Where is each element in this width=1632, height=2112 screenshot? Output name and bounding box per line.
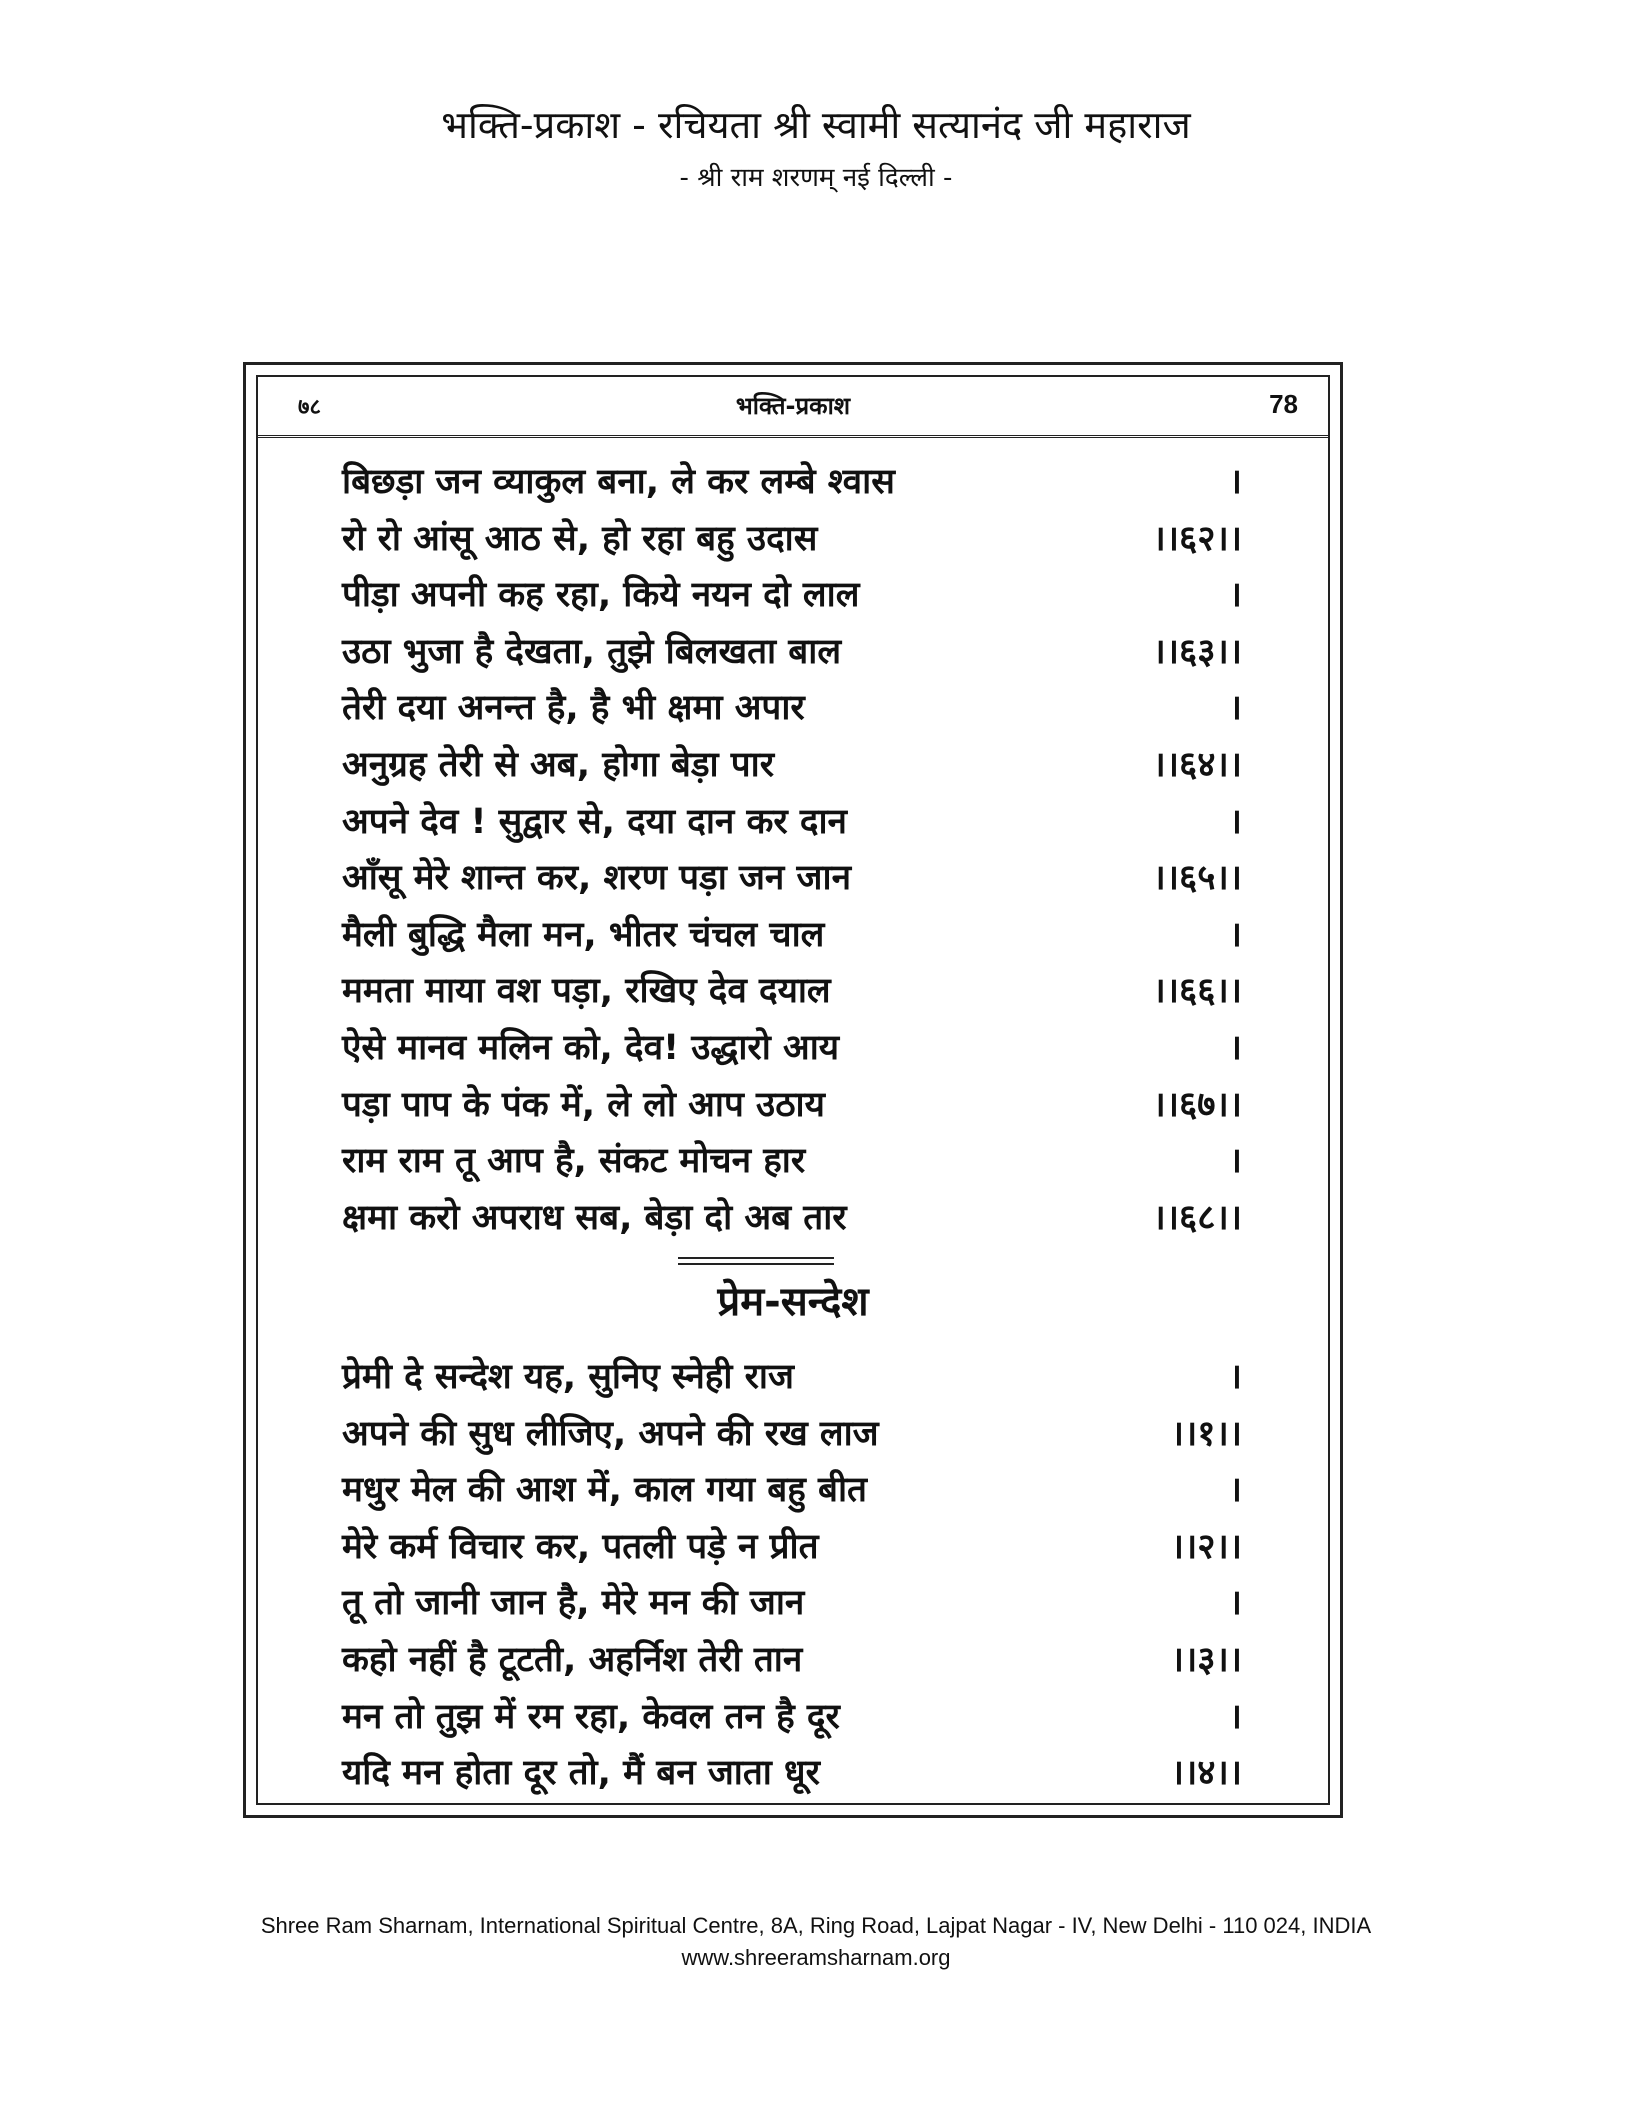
verse-text: कहो नहीं है टूटती, अहर्निश तेरी तान — [342, 1639, 803, 1680]
book-page-inner-border — [256, 375, 1330, 1805]
verse-mark: । — [1228, 1141, 1242, 1182]
verse-text: प्रेमी दे सन्देश यह, सुनिए स्नेही राज — [342, 1357, 794, 1397]
verse-mark: । — [1228, 575, 1242, 616]
verse-mark: ।।६३।। — [1152, 631, 1242, 672]
verse-mark: । — [1228, 914, 1242, 955]
running-title: भक्ति-प्रकाश — [735, 392, 851, 420]
verse-mark: । — [1228, 1027, 1242, 1068]
page-header — [0, 100, 1632, 198]
verse-line — [342, 570, 1242, 627]
verse-mark: ।।६७।। — [1152, 1084, 1242, 1125]
book-page-frame — [243, 362, 1343, 1818]
page-number: 78 — [1269, 389, 1298, 419]
verse-text: मन तो तुझ में रम रहा, केवल तन है दूर — [342, 1696, 840, 1737]
verse-text: पड़ा पाप के पंक में, ले लो आप उठाय — [342, 1084, 825, 1125]
verse-mark: । — [1228, 688, 1242, 729]
verse-mark: । — [1228, 1470, 1242, 1511]
verse-line — [342, 1748, 1242, 1805]
verse-mark: । — [1228, 801, 1242, 842]
verse-mark: ।।६६।। — [1152, 971, 1242, 1012]
verse-line — [342, 1023, 1242, 1080]
verse-text: अपने की सुध लीजिए, अपने की रख लाज — [342, 1413, 879, 1454]
verse-mark: ।।६८।। — [1152, 1197, 1242, 1238]
verse-text: राम राम तू आप है, संकट मोचन हार — [342, 1141, 806, 1182]
header-title: भक्ति-प्रकाश - रचियता श्री स्वामी सत्यानंद जी महाराज — [441, 103, 1191, 147]
verse-mark: । — [1228, 1696, 1242, 1737]
verse-text: यदि मन होता दूर तो, मैं बन जाता धूर — [342, 1753, 820, 1794]
page-footer — [0, 1910, 1632, 1974]
verse-mark: । — [1228, 1583, 1242, 1624]
verse-line — [342, 683, 1242, 740]
verse-line — [342, 627, 1242, 684]
verse-line — [342, 1635, 1242, 1692]
verse-text: तू तो जानी जान है, मेरे मन की जान — [342, 1583, 805, 1624]
verse-text: पीड़ा अपनी कह रहा, किये नयन दो लाल — [342, 575, 860, 616]
verse-line — [342, 1465, 1242, 1522]
footer-address: Shree Ram Sharnam, International Spiritual Centre, 8A, Ring Road, Lajpat Nagar - IV, New Delhi - 110 024, INDIA — [260, 1913, 1372, 1938]
verse-block-1 — [342, 457, 1242, 1249]
verse-mark: ।।४।। — [1170, 1753, 1242, 1794]
section-title: प्रेम-सन्देश — [717, 1279, 869, 1325]
verse-mark: ।।६५।। — [1152, 858, 1242, 899]
verse-mark: । — [1228, 462, 1242, 502]
verse-line — [342, 910, 1242, 967]
verse-line — [342, 1692, 1242, 1749]
verse-text: आँसू मेरे शान्त कर, शरण पड़ा जन जान — [342, 858, 852, 899]
verse-line — [342, 1522, 1242, 1579]
verse-text: क्षमा करो अपराध सब, बेड़ा दो अब तार — [342, 1197, 847, 1238]
verse-text: ऐसे मानव मलिन को, देव! उद्धारो आय — [342, 1027, 840, 1068]
verse-text: तेरी दया अनन्त है, है भी क्षमा अपार — [342, 688, 805, 729]
verse-line — [342, 457, 1242, 514]
verse-line — [342, 740, 1242, 797]
header-subtitle: - श्री राम शरणम् नई दिल्ली - — [679, 163, 953, 193]
verse-text: मैली बुद्धि मैला मन, भीतर चंचल चाल — [342, 914, 825, 955]
section-divider — [678, 1257, 834, 1265]
verse-mark: ।।१।। — [1170, 1413, 1242, 1454]
verse-mark: ।।२।। — [1170, 1526, 1242, 1567]
verse-text: मेरे कर्म विचार कर, पतली पड़े न प्रीत — [342, 1526, 819, 1567]
verse-mark: ।।६२।। — [1152, 518, 1242, 559]
page-number-devanagari: ७८ — [298, 395, 321, 420]
verse-line — [342, 1080, 1242, 1137]
verse-line — [342, 1136, 1242, 1193]
verse-line — [342, 1578, 1242, 1635]
verse-text: बिछड़ा जन व्याकुल बना, ले कर लम्बे श्वास — [342, 462, 895, 502]
verse-mark: । — [1228, 1357, 1242, 1397]
verse-mark: ।।३।। — [1170, 1639, 1242, 1680]
verse-text: अनुग्रह तेरी से अब, होगा बेड़ा पार — [342, 744, 775, 785]
verse-line — [342, 1409, 1242, 1466]
book-running-header — [258, 377, 1328, 438]
verse-text: उठा भुजा है देखता, तुझे बिलखता बाल — [342, 631, 842, 672]
verse-line — [342, 966, 1242, 1023]
verse-line — [342, 1352, 1242, 1409]
verse-line — [342, 1193, 1242, 1250]
verse-text: ममता माया वश पड़ा, रखिए देव दयाल — [342, 971, 831, 1012]
verse-text: अपने देव ! सुद्वार से, दया दान कर दान — [342, 801, 847, 842]
verse-text: मधुर मेल की आश में, काल गया बहु बीत — [342, 1470, 867, 1511]
verse-line — [342, 853, 1242, 910]
verse-text: रो रो आंसू आठ से, हो रहा बहु उदास — [342, 518, 818, 559]
verse-line — [342, 797, 1242, 854]
verse-block-2 — [342, 1352, 1242, 1805]
verse-mark: ।।६४।। — [1152, 744, 1242, 785]
footer-website: www.shreeramsharnam.org — [681, 1945, 951, 1970]
verse-line — [342, 514, 1242, 571]
